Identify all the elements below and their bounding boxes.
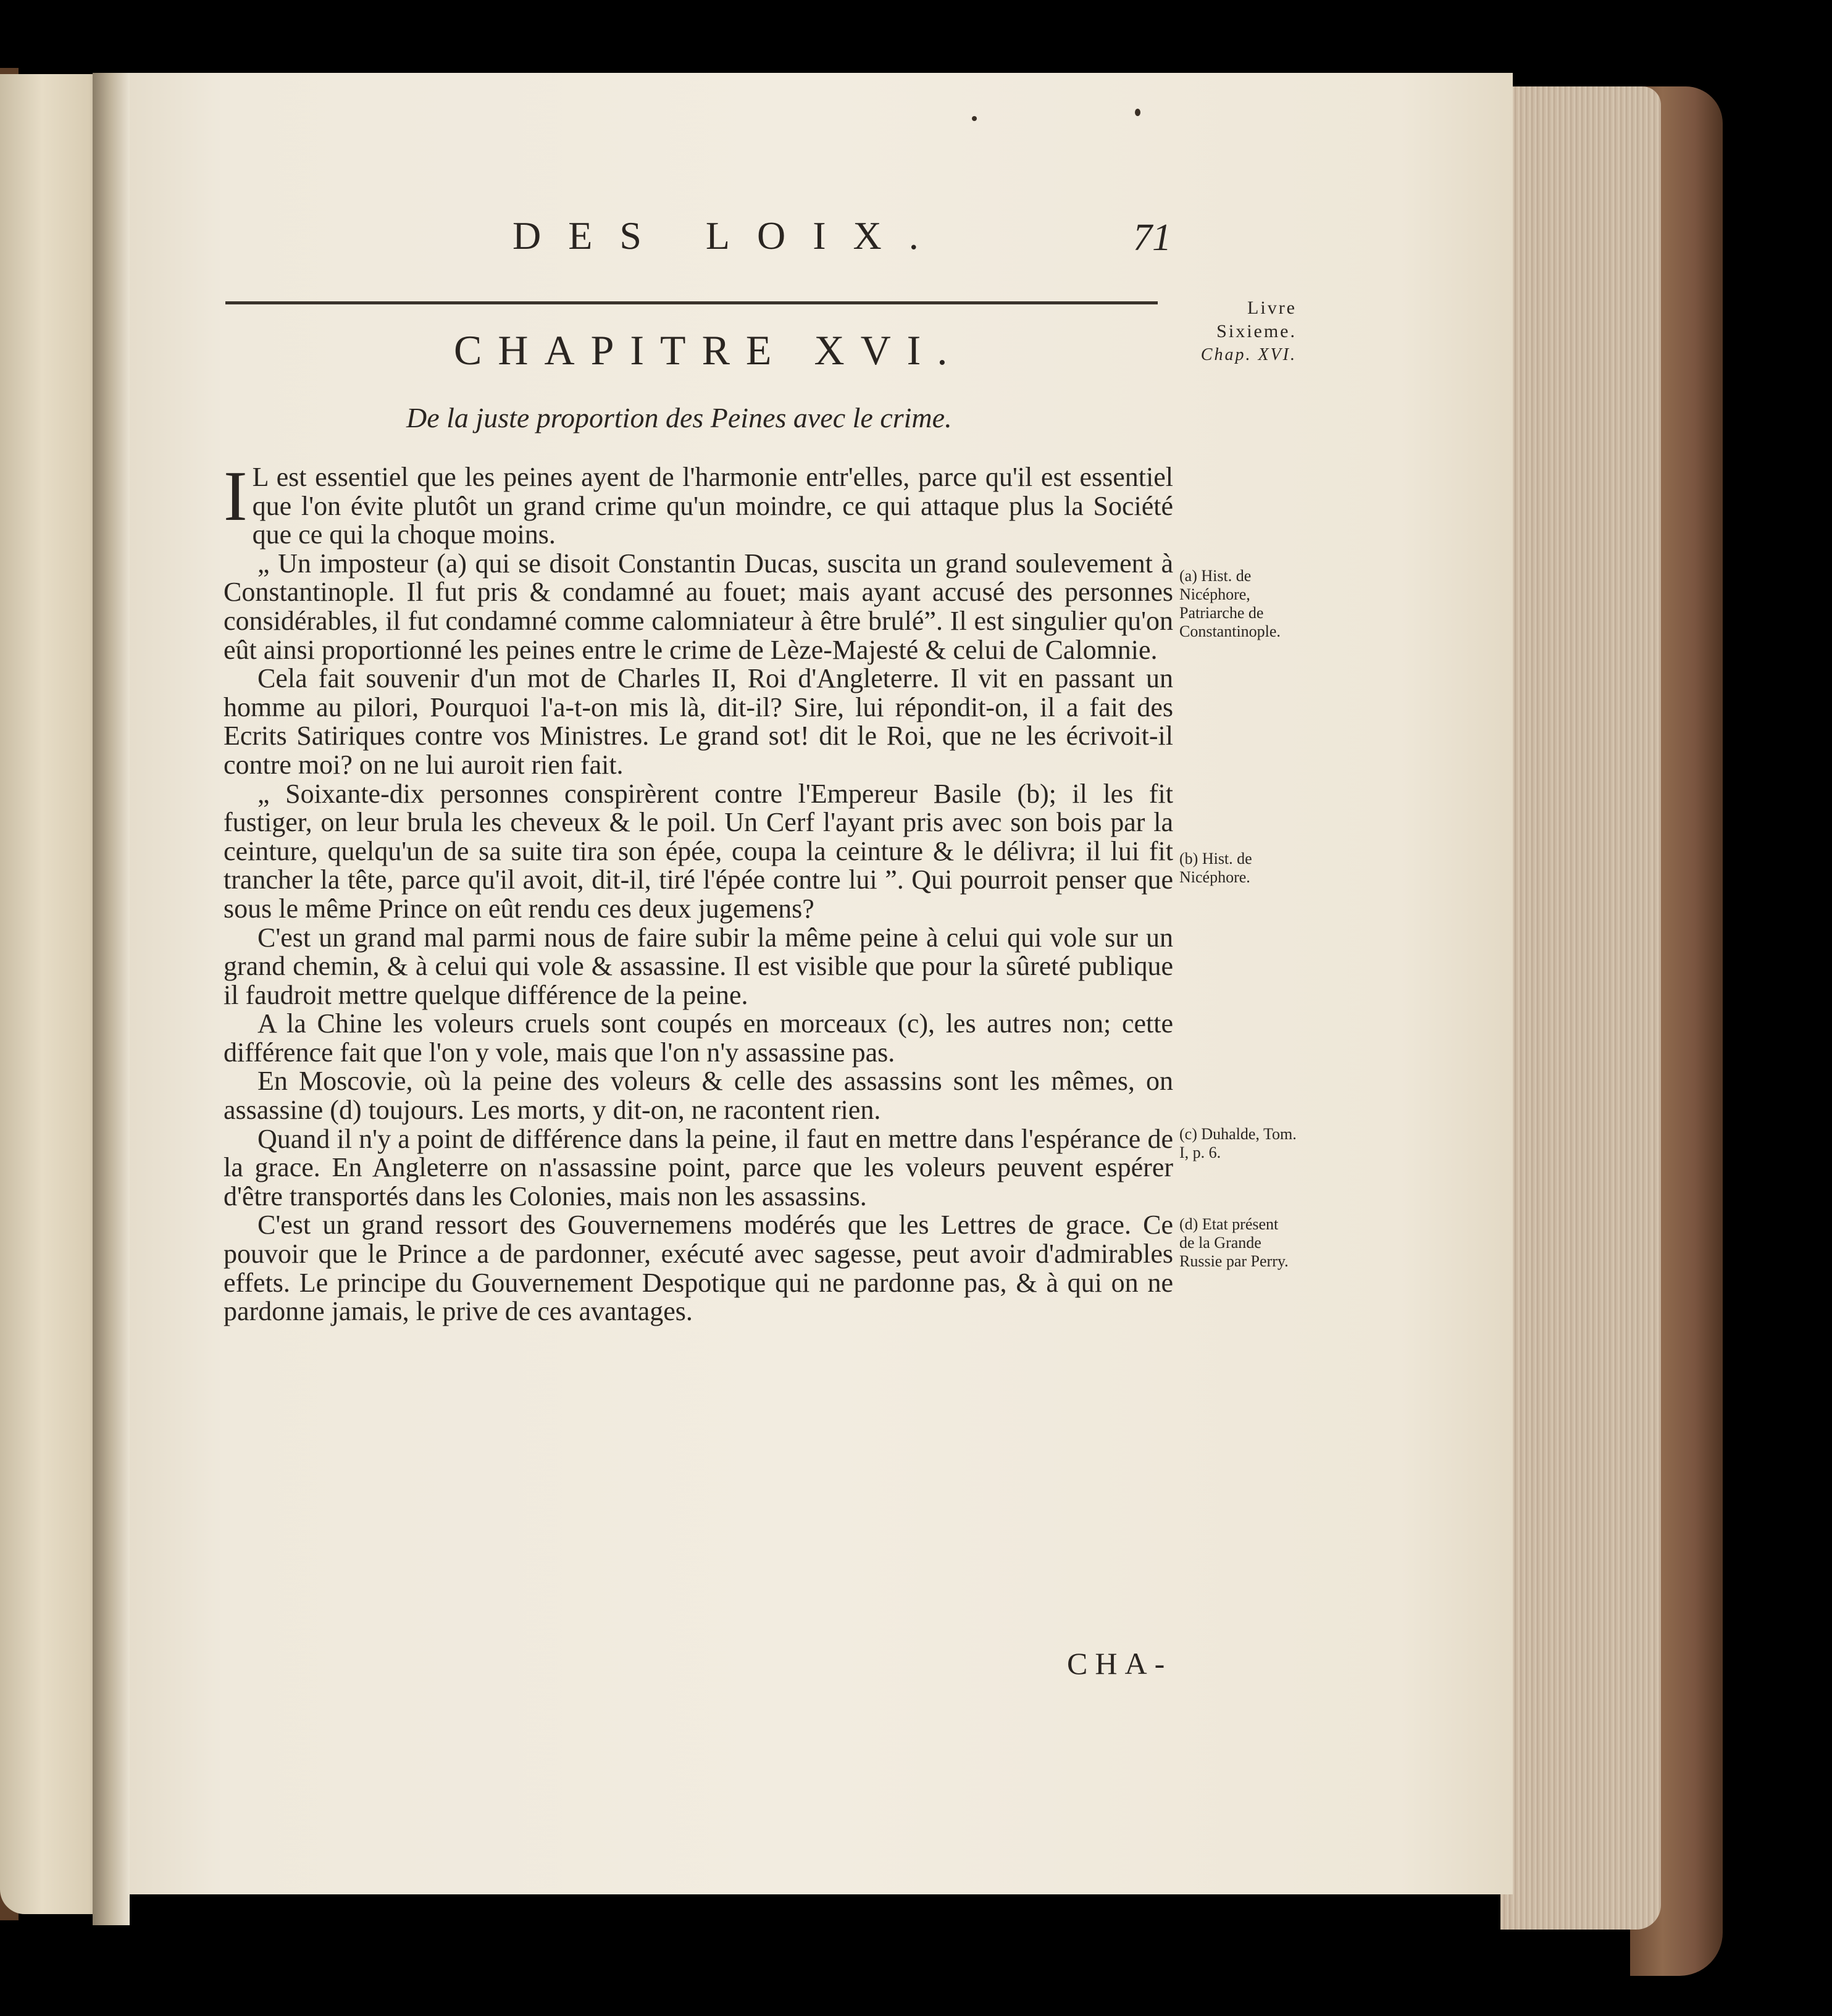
margin-note-d: (d) Etat présent de la Grande Russie par Perry.	[1179, 1215, 1289, 1270]
left-page-edge	[0, 74, 105, 1914]
ink-spot	[972, 116, 977, 121]
paragraph: C'est un grand mal parmi nous de faire subir la même peine à celui qui vole sur un grand chemin, & à celui qui vole & assassine. Il est visible que pour la sûreté publique il faudroit mettre quelque différence de la peine.	[224, 922, 1173, 1010]
paragraph: „ Soixante-dix personnes conspirèrent contre l'Empereur Basile (b); il les fit fustiger, on leur brula les cheveux & le poil. Un Cerf l'ayant pris avec son bois par la ceinture, quelqu'un de sa suite tira son épée, coupa la ceinture & le délivra; il lui fit trancher la tête, parce qu'il avoit, dit-il, tiré l'épée contre lui ”. Qui pourroit penser que sous le même Prince on eût rendu ces deux jugemens?	[224, 778, 1173, 924]
running-head: DES LOIX.	[512, 214, 946, 257]
margin-sixieme: Sixieme.	[1216, 321, 1297, 341]
margin-note-a: (a) Hist. de Nicéphore, Patriarche de Constantinople.	[1179, 567, 1281, 640]
paragraph-text: L est essentiel que les peines ayent de l'harmonie entr'elles, parce qu'il est essentiel que l'on évite plutôt un grand crime qu'un moindre, ce qui attaque plus la Société que ce qui la choque moins.	[252, 462, 1173, 550]
margin-heading	[1179, 296, 1297, 367]
page-edges	[1500, 86, 1661, 1930]
paragraph: „ Un imposteur (a) qui se disoit Constantin Ducas, suscita un grand soulevement à Constantinople. Il fut pris & condamné au fouet; mais ayant accusé des personnes considérables, il fut condamné comme calomniateur à être brulé”. Il est singulier qu'on eût ainsi proportionné les peines entre le crime de Lèze-Majesté & celui de Calomnie.	[224, 548, 1173, 665]
page-number: 71	[1133, 217, 1171, 259]
margin-note-b: (b) Hist. de Nicéphore.	[1179, 850, 1252, 886]
catchword: CHA-	[1067, 1646, 1173, 1681]
ink-spot	[1135, 109, 1140, 116]
paragraph: A la Chine les voleurs cruels sont coupés en morceaux (c), les autres non; cette différence fait que l'on y vole, mais que l'on n'y assassine pas.	[224, 1008, 1173, 1068]
paragraph	[224, 457, 1173, 550]
body-text	[224, 457, 1173, 1327]
book-gutter	[93, 73, 130, 1925]
margin-livre: Livre	[1247, 298, 1297, 318]
paragraph: Quand il n'y a point de différence dans la peine, il faut en mettre dans l'espérance de la grace. En Angleterre on n'assassine point, parce que les voleurs peuvent espérer d'être transportés dans les Colonies, mais non les assassins.	[224, 1123, 1173, 1211]
margin-chap: Chap. XVI.	[1200, 345, 1297, 364]
paragraph: Cela fait souvenir d'un mot de Charles II, Roi d'Angleterre. Il vit en passant un homme au pilori, Pourquoi l'a-t-on mis là, dit-il? Sire, lui répondit-on, il a fait des Ecrits Satiriques contre vos Ministres. Le grand sot! dit le Roi, que ne les écrivoit-il contre moi? on ne lui auroit rien fait.	[224, 663, 1173, 780]
drop-cap: I	[224, 457, 248, 536]
header-rule	[225, 301, 1158, 304]
chapter-title: CHAPITRE XVI.	[454, 327, 964, 374]
margin-note-c: (c) Duhalde, Tom. I, p. 6.	[1179, 1125, 1297, 1161]
paragraph: En Moscovie, où la peine des voleurs & celle des assassins sont les mêmes, on assassine (d) toujours. Les morts, y dit-on, ne racontent rien.	[224, 1066, 1173, 1126]
chapter-subtitle: De la juste proportion des Peines avec le crime.	[406, 402, 952, 433]
paragraph: C'est un grand ressort des Gouvernemens modérés que les Lettres de grace. Ce pouvoir que le Prince a de pardonner, exécuté avec sagesse, peut avoir d'admirables effets. Le principe du Gouvernement Despotique qui ne pardonne pas, & à qui on ne pardonne jamais, le prive de ces avantages.	[224, 1210, 1173, 1327]
